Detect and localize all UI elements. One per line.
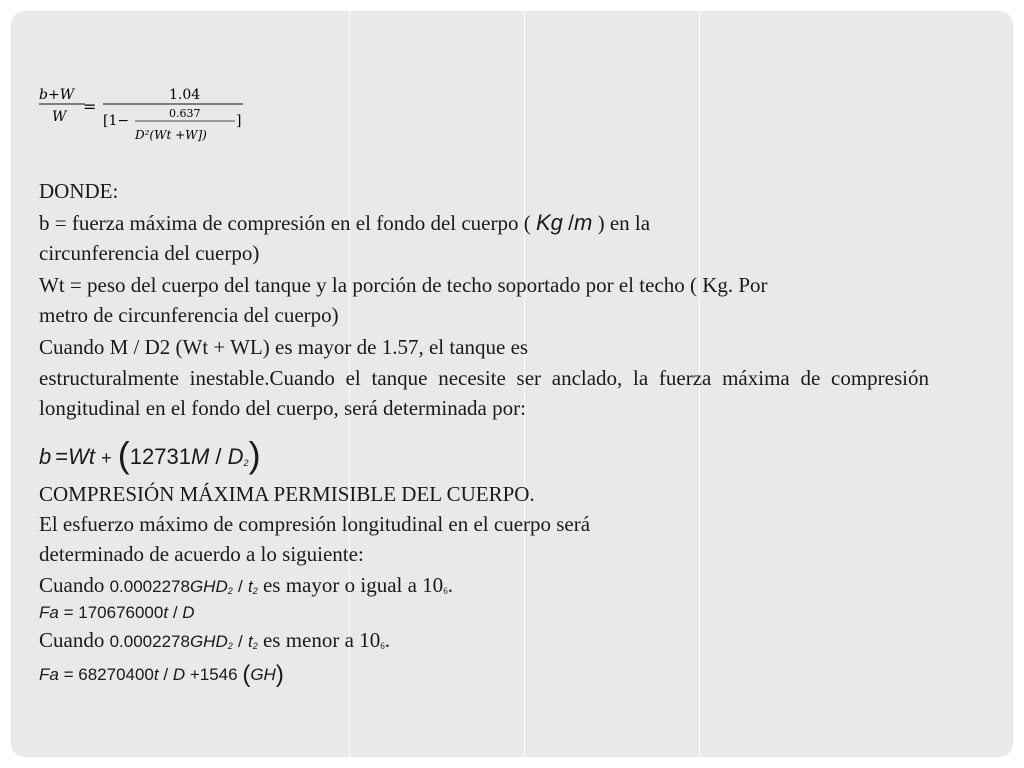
formula-bracket-open: [1− [103, 113, 130, 129]
wt-definition-line1: Wt = peso del cuerpo del tanque y la porción de techo soportado por el techo ( Kg. Por [39, 273, 768, 297]
formula-b-exp: 2 [243, 458, 249, 468]
slide [11, 11, 1013, 757]
donde-label: DONDE: [39, 179, 119, 203]
fa-formula-2 [39, 663, 284, 687]
fa2-gh: GH [250, 665, 276, 684]
cond1-tail: es mayor o igual a 10 [262, 573, 444, 597]
unit-m: m [574, 210, 593, 235]
cond1-ghd: GHD [189, 577, 228, 596]
formula-top-svg [39, 83, 279, 163]
formula-b-m: M [190, 444, 210, 469]
wt-definition-line2: metro de circunferencia del cuerpo) [39, 303, 339, 327]
formula-b-slash: / [215, 444, 222, 469]
fa2-open-paren: ( [242, 661, 251, 688]
formula-b-coef: 12731 [129, 444, 191, 469]
formula-b-plus: + [101, 448, 112, 468]
b-definition-line1 [39, 211, 650, 236]
fa1-label: Fa [39, 603, 59, 622]
fa2-coef: 68270400 [78, 665, 154, 684]
cond2-tail-exp: 6 [380, 641, 385, 651]
cond1-dot: . [447, 573, 453, 597]
condition-2 [39, 628, 390, 658]
fa1-coef: 170676000 [78, 603, 164, 622]
formula-b-d: D [227, 444, 244, 469]
fa1-slash: / [172, 603, 178, 622]
fa2-slash: / [163, 665, 169, 684]
fa1-eq: = [63, 603, 74, 622]
b-def-text: b = fuerza máxima de compresión en el fondo del cuerpo ( [39, 211, 531, 235]
cond2-dot: . [384, 628, 390, 652]
cond1-t: t [247, 577, 253, 596]
cond2-t-exp: 2 [252, 641, 258, 651]
cond2-t: t [247, 632, 253, 651]
unit-slash: / [568, 212, 575, 235]
cond1-cuando: Cuando [39, 573, 105, 597]
b-def-tail: ) en la [597, 211, 651, 235]
formula-b-open-paren: ( [117, 434, 130, 475]
cond1-t-exp: 2 [252, 586, 258, 596]
formula-inner-denominator: D²(Wt +W]) [135, 128, 207, 142]
paragraph-estructural: estructuralmente inestable.Cuando el tanque necesite ser anclado, la fuerza máxima de compresión longitudinal en el fondo del cuerpo, será determinada por: [39, 366, 929, 420]
fa2-label: Fa [39, 665, 59, 684]
fa2-eq: = [63, 665, 74, 684]
fa2-d: D [172, 665, 186, 684]
esfuerzo-line2: determinado de acuerdo a lo siguiente: [39, 542, 364, 566]
formula-lhs-denominator: W [52, 109, 67, 125]
fa2-t: t [153, 665, 159, 684]
formula-equals: = [83, 97, 97, 116]
formula-b-close-paren: ) [248, 434, 261, 475]
b-definition-line2: circunferencia del cuerpo) [39, 241, 260, 265]
formula-b-eq: = [55, 444, 69, 469]
fa2-plus: +1546 [189, 665, 238, 684]
cond1-tail-exp: 6 [443, 586, 448, 596]
esfuerzo-line1: El esfuerzo máximo de compresión longitudinal en el cuerpo será [39, 512, 591, 536]
formula-b-wt: Wt [68, 444, 95, 469]
formula-inner-numerator: 0.637 [169, 107, 201, 120]
cond2-ghd: GHD [189, 632, 228, 651]
formula-top [39, 83, 279, 167]
cond1-coef: 0.0002278 [109, 577, 190, 596]
compresion-title: COMPRESIÓN MÁXIMA PERMISIBLE DEL CUERPO. [39, 482, 535, 506]
cond2-cuando: Cuando [39, 628, 105, 652]
condition-1 [39, 573, 453, 603]
formula-lhs-numerator: b+W [39, 87, 75, 103]
unit-kg: Kg [536, 210, 563, 235]
formula-b [39, 434, 261, 475]
cond2-slash: / [238, 632, 243, 651]
formula-bracket-close: ] [236, 113, 242, 129]
cond1-exp: 2 [227, 586, 233, 596]
formula-b-lhs: b [39, 444, 52, 469]
cond2-coef: 0.0002278 [109, 632, 190, 651]
formula-rhs-numerator: 1.04 [169, 87, 201, 103]
fa2-close-paren: ) [275, 661, 284, 688]
cond1-slash: / [238, 577, 243, 596]
cond2-tail: es menor a 10 [262, 628, 381, 652]
fa1-d: D [182, 603, 195, 622]
cond2-exp: 2 [227, 641, 233, 651]
fa-formula-1 [39, 601, 195, 625]
cuando-line: Cuando M / D2 (Wt + WL) es mayor de 1.57, el tanque es [39, 335, 529, 359]
fa1-t: t [163, 603, 169, 622]
